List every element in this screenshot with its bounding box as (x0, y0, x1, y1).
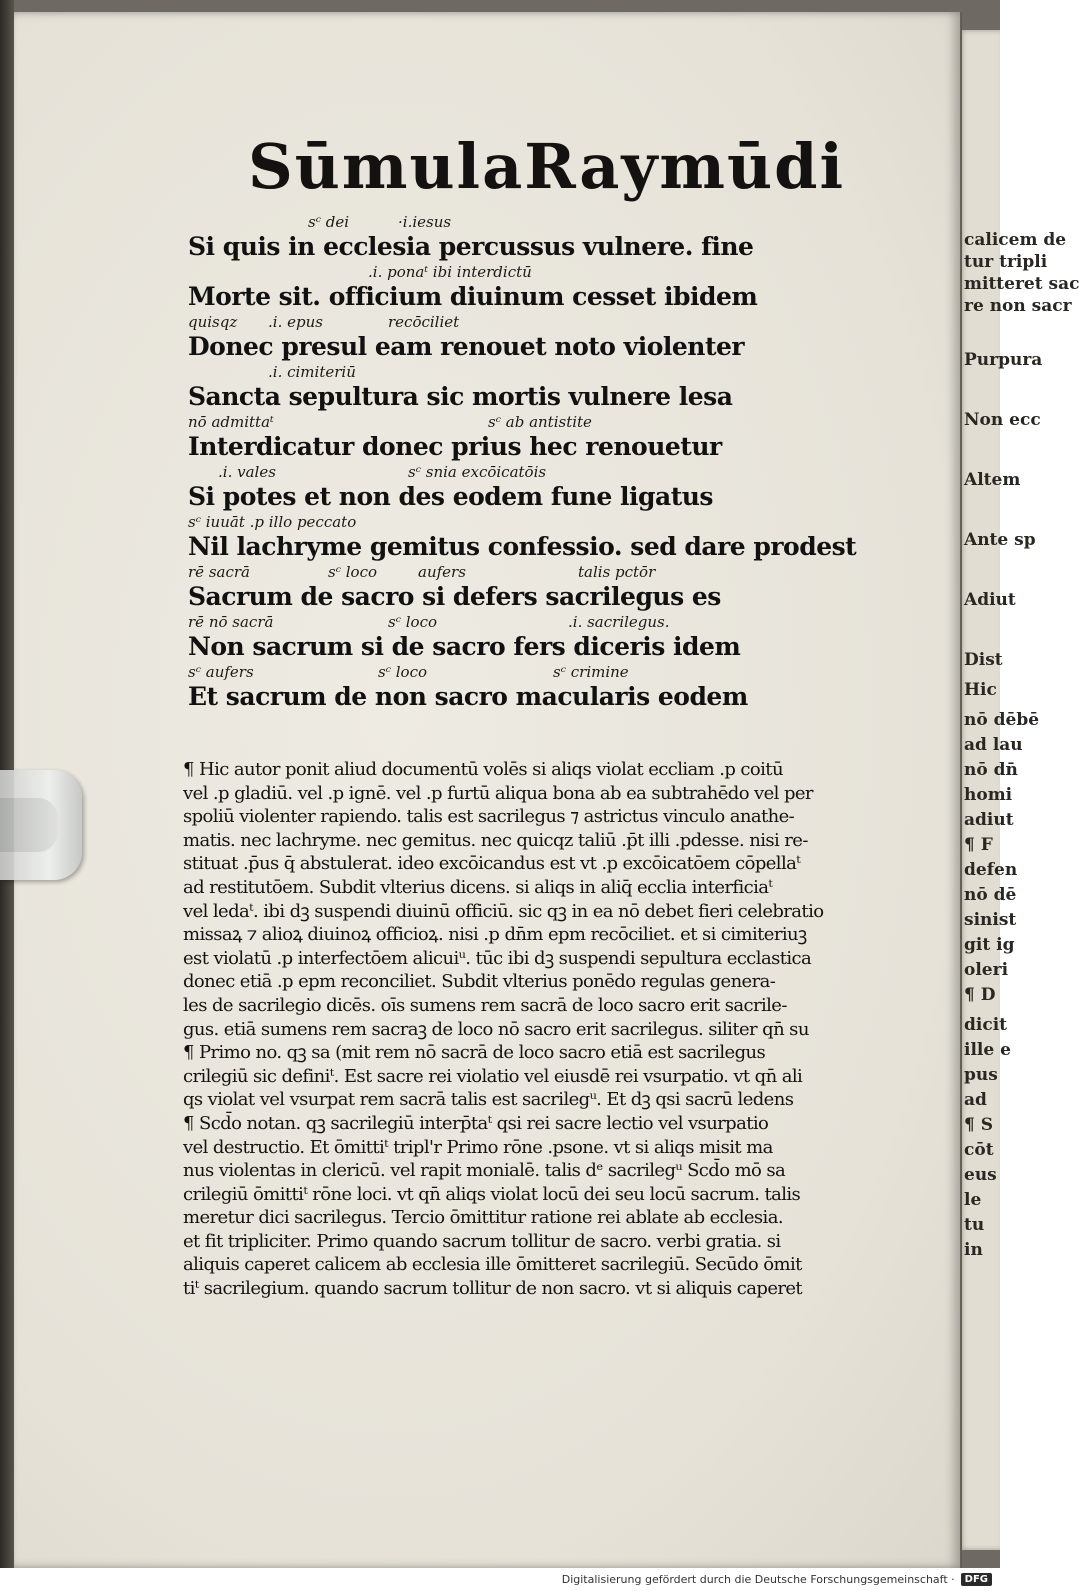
commentary-line: crilegiū ōmittiᵗ rōne loci. vt qn̄ aliqs violat locū dei seu locū sacrum. talis (183, 1183, 801, 1205)
footer-bar (0, 1568, 1000, 1591)
gloss-word: sᶜ iuuāt .p illo peccato (188, 513, 357, 531)
verse-line: Si potes et non des eodem fune ligatus (188, 482, 714, 511)
commentary-line: gus. etiā sumens rem sacraꝫ de loco nō sacro erit sacrilegus. siliter qn̄ su (183, 1018, 809, 1040)
title-word-right: Raymūdi (524, 130, 845, 203)
next-page-fragment: Altem (964, 470, 1021, 490)
verse-line: Donec presul eam renouet noto violenter (188, 332, 745, 361)
commentary-line: missaꝝ ⁊ alioꝝ diuinoꝝ officioꝝ. nisi .p dn̄m epm recōciliet. et si cimiteriuꝫ (183, 924, 807, 946)
page-title (248, 130, 845, 203)
interlinear-gloss (188, 412, 778, 432)
commentary-line: stituat .p̄us q̄ abstulerat. ideo excōicandus est vt .p excōicatōem cōpellaᵗ (183, 853, 801, 875)
next-page-fragment: ad lau (964, 735, 1023, 755)
commentary-line: vel ledaᵗ. ibi dꝫ suspendi diuinū officiū. sic qꝫ in ea nō debet fieri celebratio (183, 900, 824, 922)
commentary-line: nus violentas in clericū. vel rapit monialē. talis dᵉ sacrilegᵘ Scd̄o mō sa (183, 1160, 786, 1182)
verse-line: Et sacrum de non sacro macularis eodem (188, 682, 748, 711)
gloss-word: sᶜ loco (328, 563, 378, 581)
next-page-fragment: oleri (964, 960, 1009, 980)
next-page-fragment: defen (964, 860, 1018, 880)
verse-line: Nil lachryme gemitus confessio. sed dare prodest (188, 532, 857, 561)
gloss-word: sᶜ loco (378, 663, 428, 681)
gloss-word: sᶜ crimine (553, 663, 629, 681)
next-page-fragment: ¶ S (964, 1115, 994, 1135)
interlinear-gloss (188, 612, 778, 632)
gloss-word: ·i.iesus (398, 213, 452, 231)
next-page-fragment: nō dn̄ (964, 760, 1018, 780)
commentary-line: ¶ Primo no. qꝫ sa (mit rem nō sacrā de loco sacro etiā est sacrilegus (183, 1042, 766, 1064)
verse-line: Sancta sepultura sic mortis vulnere lesa (188, 382, 733, 411)
next-page-fragment: git ig (964, 935, 1015, 955)
commentary-line: et fit tripliciter. Primo quando sacrum tollitur de sacro. verbi gratia. si (183, 1230, 781, 1252)
book-clamp (0, 770, 82, 880)
next-page-fragment: le (964, 1190, 982, 1210)
verse-line: Sacrum de sacro si defers sacrilegus es (188, 582, 721, 611)
interlinear-gloss (188, 512, 778, 532)
commentary-line: ¶ Hic autor ponit aliud documentū volēs si aliqs violat eccliam .p coitū (183, 759, 783, 780)
next-page-fragment: re non sacr (964, 296, 1072, 316)
next-page-fragment: homi (964, 785, 1013, 805)
verse-line: Morte sit. officium diuinum cesset ibidem (188, 282, 758, 311)
next-page-fragment: Non ecc (964, 410, 1041, 430)
next-page-fragment: tu (964, 1215, 985, 1235)
next-page-fragment: mitteret sac (964, 274, 1079, 294)
gloss-word: nō admittaᵗ (188, 413, 274, 431)
commentary-line: meretur dici sacrilegus. Tercio ōmittitur ratione rei ablate ab ecclesia. (183, 1207, 783, 1229)
gloss-word: .i. epus (268, 313, 323, 331)
gloss-word: .i. sacrilegus. (568, 613, 670, 631)
next-page-fragment: ad (964, 1090, 987, 1110)
next-page-fragment: ¶ F (964, 835, 993, 855)
next-page-fragment: ille e (964, 1040, 1011, 1060)
gloss-word: talis pctōr (578, 563, 656, 581)
gloss-word: .i. cimiteriū (268, 363, 356, 381)
commentary-line: qs violat vel vsurpat rem sacrā talis est sacrilegᵘ. Et dꝫ qsi sacrū ledens (183, 1089, 794, 1111)
next-page-fragment: sinist (964, 910, 1017, 930)
next-page-fragment: tur tripli (964, 252, 1048, 272)
next-page-fragment: eus (964, 1165, 997, 1185)
interlinear-gloss (188, 362, 778, 382)
interlinear-gloss (188, 662, 778, 682)
gloss-word: rē sacrā (188, 563, 250, 581)
next-page-fragment: in (964, 1240, 983, 1260)
commentary-block (183, 758, 851, 1301)
next-page-fragment: adiut (964, 810, 1014, 830)
verse-line: Si quis in ecclesia percussus vulnere. fine (188, 232, 754, 261)
next-page-fragment: calicem de (964, 230, 1067, 250)
commentary-line: crilegiū sic definiᵗ. Est sacre rei violatio vel eiusdē rei vsurpatio. vt qn̄ ali (183, 1065, 803, 1087)
commentary-line: tiᵗ sacrilegium. quando sacrum tollitur de non sacro. vt si aliquis caperet (183, 1278, 803, 1300)
interlinear-gloss (188, 462, 778, 482)
gloss-word: sᶜ loco (388, 613, 438, 631)
verse-line: Interdicatur donec prius hec renouetur (188, 432, 722, 461)
next-page-fragment: ¶ D (964, 985, 996, 1005)
verse-block (188, 212, 857, 712)
next-page-fragment: Hic (964, 680, 997, 700)
next-page-fragment: Purpura (964, 350, 1043, 370)
commentary-line: les de sacrilegio dicēs. oīs sumens rem sacrā de loco sacro erit sacrile- (183, 994, 787, 1016)
gloss-word: rē nō sacrā (188, 613, 274, 631)
gloss-word: recōciliet (388, 313, 460, 331)
gloss-word: sᶜ ab antistite (488, 413, 592, 431)
gloss-word: sᶜ snia excōicatōis (408, 463, 547, 481)
next-page-fragment: nō dēbē (964, 710, 1040, 730)
commentary-line: ¶ Scd̄o notan. qꝫ sacrilegiū interp̄taᵗ qsi rei sacre lectio vel vsurpatio (183, 1112, 769, 1134)
commentary-line: ad restitutōem. Subdit vlterius dicens. si aliqs in aliq̄ ecclia interficiaᵗ (183, 876, 773, 898)
next-page-fragment: dicit (964, 1015, 1008, 1035)
commentary-line: aliquis caperet calicem ab ecclesia ille ōmitteret sacrilegiū. Secūdo ōmit (183, 1254, 802, 1276)
gloss-word: .i. ponaᵗ ibi interdictū (368, 263, 532, 281)
commentary-line: est violatū .p interfectōem alicuiᵘ. tūc ibi dꝫ suspendi sepultura ecclastica (183, 947, 812, 969)
next-page-fragment: nō dē (964, 885, 1017, 905)
next-page-fragment: Ante sp (964, 530, 1036, 550)
gloss-word: quisqz (188, 313, 238, 331)
next-page-fragment: pus (964, 1065, 998, 1085)
gloss-word: sᶜ aufers (188, 663, 254, 681)
gloss-word: aufers (418, 563, 466, 581)
gloss-word: .i. vales (218, 463, 276, 481)
interlinear-gloss (188, 562, 778, 582)
commentary-line: vel destructio. Et ōmittiᵗ tripl'r Primo rōne .psone. vt si aliqs misit ma (183, 1136, 773, 1158)
interlinear-gloss (188, 212, 778, 232)
gloss-word: sᶜ dei (308, 213, 350, 231)
title-word-left: Sūmula (248, 130, 525, 203)
next-page-fragment: Dist (964, 650, 1003, 670)
verse-line: Non sacrum si de sacro fers diceris idem (188, 632, 741, 661)
dfg-logo: DFG (961, 1573, 992, 1586)
next-page-fragment: Adiut (964, 590, 1016, 610)
funding-credit: Digitalisierung gefördert durch die Deutsche Forschungsgemeinschaft · (561, 1573, 955, 1586)
next-page-edge (958, 30, 1079, 1550)
next-page-fragment: cōt (964, 1140, 994, 1160)
interlinear-gloss (188, 312, 778, 332)
commentary-line: donec etiā .p epm reconciliet. Subdit vlterius ponēdo regulas genera- (183, 971, 776, 993)
commentary-line: vel .p gladiū. vel .p ignē. vel .p furtū aliqua bona ab ea subtrahēdo vel per (183, 782, 813, 804)
commentary-line: spoliū violenter rapiendo. talis est sacrilegus ⁊ astrictus vinculo anathe- (183, 806, 795, 828)
commentary-line: matis. nec lachryme. nec gemitus. nec quicqz taliū .p̄t illi .pdesse. nisi re- (183, 829, 808, 851)
interlinear-gloss (188, 262, 778, 282)
